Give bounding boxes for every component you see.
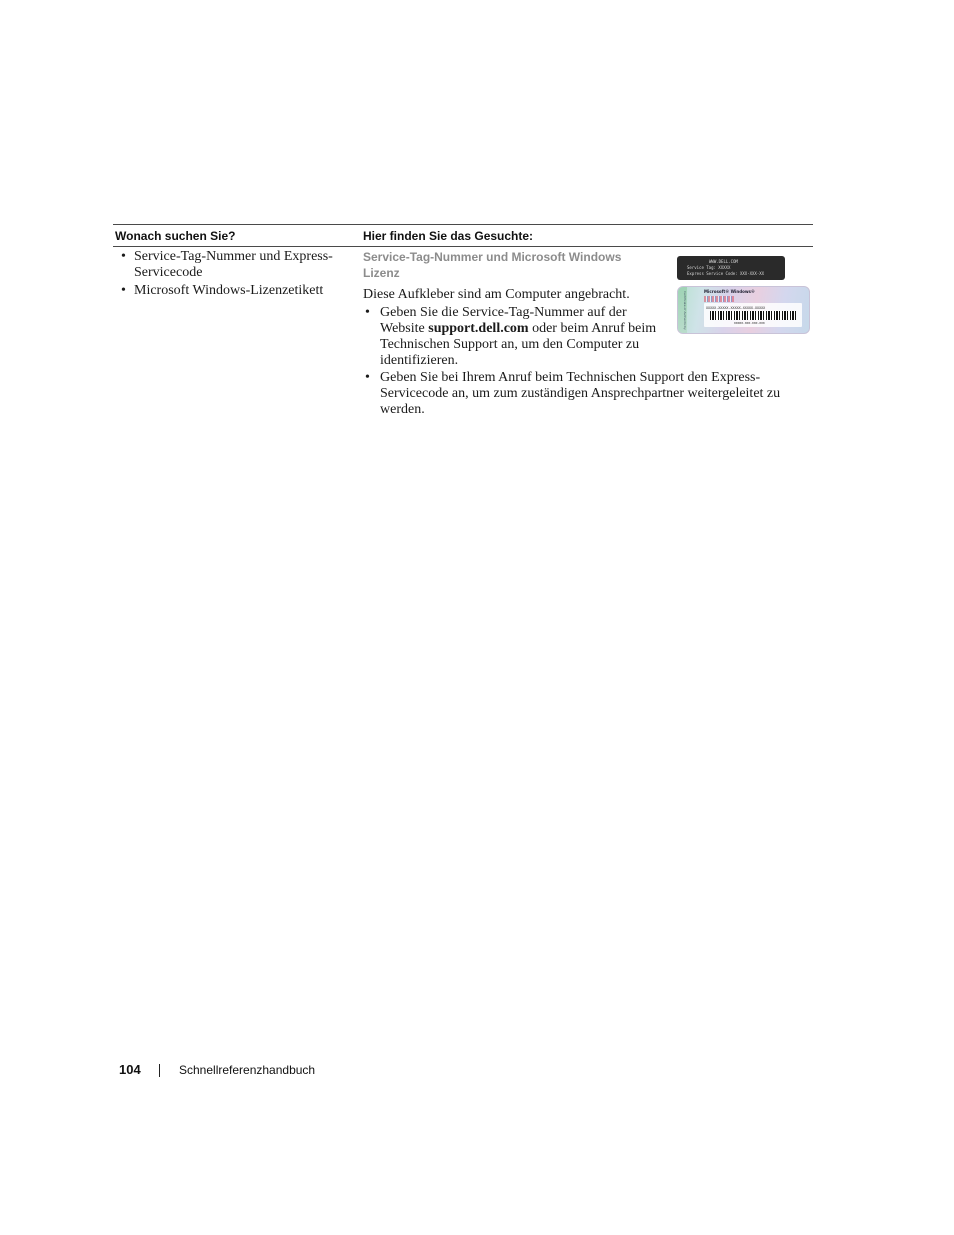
barcode-graphic	[710, 311, 796, 320]
table-header-row	[113, 225, 813, 246]
coa-label-panel	[704, 303, 802, 327]
service-tag-sticker-image	[677, 256, 785, 280]
coa-bottom-number: 00000-000-000-000	[734, 321, 765, 325]
coa-brand: Microsoft® Windows®	[704, 289, 755, 294]
coa-stripe: Certificate of Authenticity	[678, 287, 687, 333]
bullet1-text-before: Geben Sie die Service-Tag-Nummer auf der Website	[380, 305, 627, 336]
sticker-line: WWW.DELL.COM	[709, 259, 738, 264]
intro-text: Diese Aufkleber sind am Computer angebracht.	[363, 287, 630, 302]
bullet: •	[121, 283, 126, 298]
list-item	[119, 283, 363, 299]
bullet: •	[365, 370, 370, 385]
coa-flag-graphic	[704, 296, 734, 302]
list-item	[119, 249, 363, 281]
header-right: Hier finden Sie das Gesuchte:	[363, 228, 534, 243]
row-left-cell	[113, 249, 363, 419]
footer-doc-title: Schnellreferenzhandbuch	[179, 1063, 316, 1077]
bullet: •	[365, 305, 370, 320]
page-number: 104	[119, 1062, 141, 1077]
sticker-line: Service Tag: XXXXX	[687, 265, 731, 270]
sticker-line: Express Service Code: XXX-XXX-XX	[687, 271, 765, 276]
support-link[interactable]: support.dell.com	[428, 321, 529, 336]
coa-product-key: XXXXX-XXXXX-XXXXX-XXXXX-XXXXX	[706, 306, 766, 310]
info-table	[113, 224, 813, 419]
header-left: Wonach suchen Sie?	[115, 228, 236, 243]
list-item-text: Microsoft Windows-Lizenzetikett	[134, 283, 324, 298]
bullet1-text-after: oder beim Anruf beim Technischen Support an, um den Computer zu identifizieren.	[380, 321, 657, 368]
bullet: •	[121, 249, 126, 264]
list-item	[363, 370, 790, 418]
bullet2-text: Geben Sie bei Ihrem Anruf beim Technischen Support den Express-Servicecode an, um zum zuständigen Ansprechpartner weitergeleitet zu werden.	[380, 370, 781, 417]
footer-separator	[159, 1064, 160, 1077]
section-heading: Service-Tag-Nummer und Microsoft Windows Lizenz	[363, 250, 622, 280]
list-item	[363, 305, 660, 369]
list-item-text: Service-Tag-Nummer und Express-Servicecode	[134, 249, 333, 280]
left-item-list	[115, 249, 363, 299]
windows-license-sticker-image	[677, 286, 810, 334]
